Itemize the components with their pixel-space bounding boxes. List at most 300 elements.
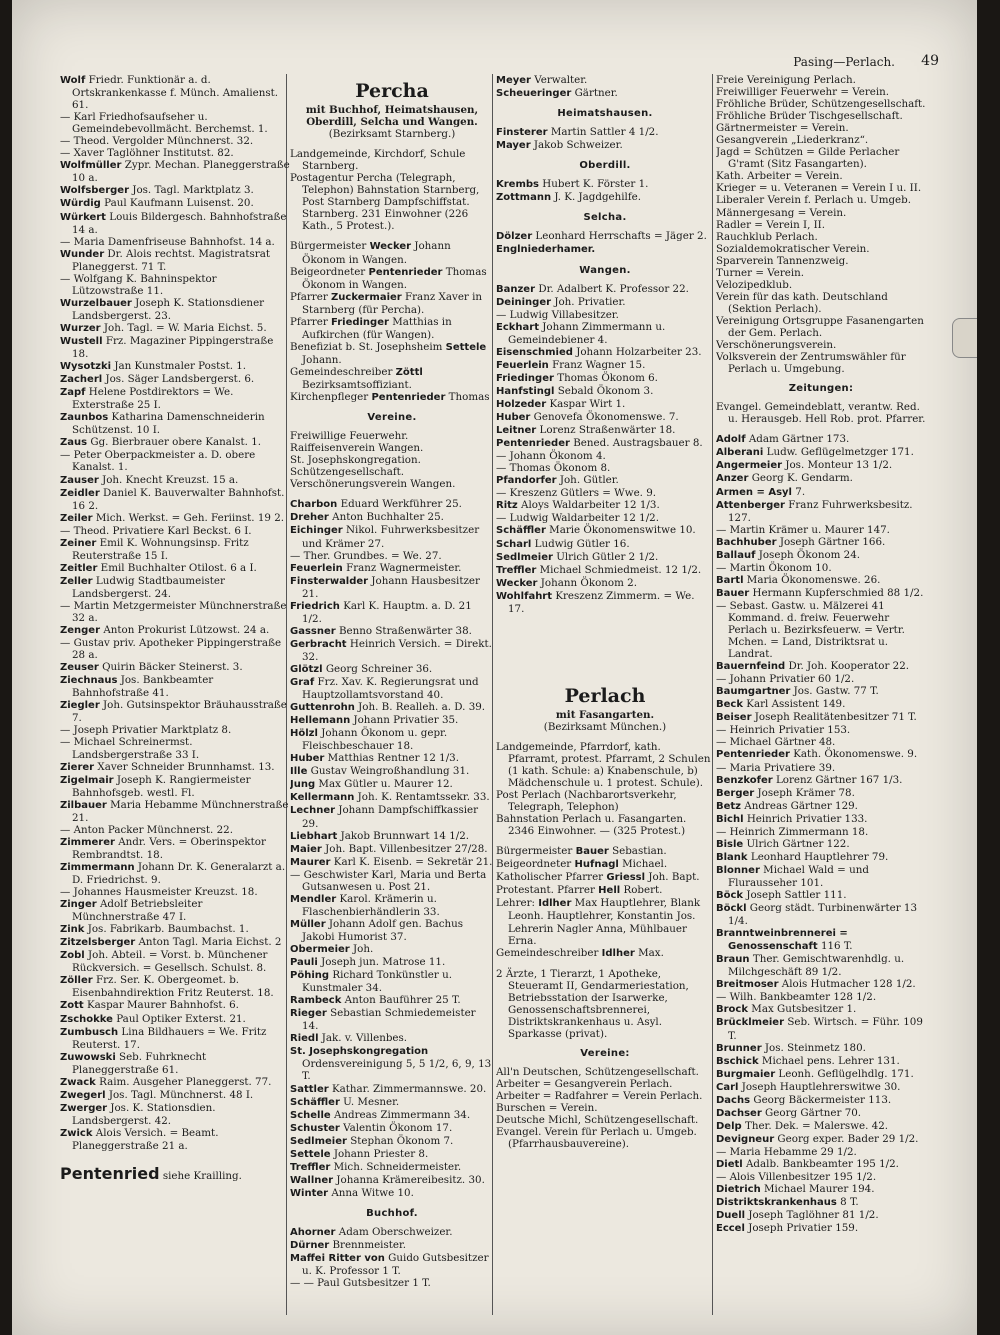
- entry-name: Zeller: [60, 575, 93, 587]
- directory-entry: [716, 813, 926, 826]
- entry-text: — Alois Villenbesitzer 195 1/2.: [716, 1171, 877, 1184]
- directory-entry: [290, 956, 494, 969]
- spacer: [716, 425, 926, 433]
- entry-text: — Thomas Ökonom 8.: [496, 462, 611, 475]
- official-role: Beigeordneter: [290, 265, 369, 278]
- directory-entry: [716, 562, 926, 574]
- section-heading: Heimatshausen.: [557, 108, 653, 120]
- official-entry: [496, 897, 714, 946]
- entry-name: Huber: [496, 412, 531, 424]
- running-head: Pasing—Perlach.: [793, 55, 895, 69]
- entry-name: Wohlfahrt: [496, 590, 553, 602]
- entry-text: Zypr. Mechan. Planeggerstraße 10 a.: [72, 159, 290, 185]
- entry-text: Max Gutsbesitzer 1.: [751, 1003, 857, 1016]
- entry-name: Scharl: [496, 538, 532, 550]
- entry-text: Kaspar Maurer Bahnhofst. 6.: [86, 999, 239, 1012]
- entry-text: 7.: [795, 485, 806, 498]
- column-2: [290, 74, 494, 1325]
- entry-text: Quirin Bäcker Steinerst. 3.: [102, 661, 243, 674]
- official-detail: Max Hauptlehrer, Blank Leonh. Hauptlehrer, Konstantin Jos. Lehrerin Nagler Anna, Mühlbauer Erna.: [508, 897, 701, 947]
- directory-entry: [716, 774, 926, 787]
- official-name: Zöttl: [395, 366, 423, 378]
- section-heading: Wangen.: [579, 264, 631, 276]
- directory-entry: [290, 791, 494, 804]
- verein-item: Velozipedklub.: [716, 278, 793, 291]
- directory-entry: [716, 1158, 926, 1171]
- entry-text: Joseph jun. Matrose 11.: [321, 956, 446, 969]
- section-heading: Oberdill.: [579, 160, 631, 172]
- entry-text: Joh. Privatier.: [554, 295, 626, 308]
- entry-text: Marie Ökonomenswitwe 10.: [549, 524, 696, 537]
- entry-text: Joseph Krämer 78.: [757, 786, 855, 799]
- directory-entry: [290, 511, 494, 524]
- official-entry: [496, 845, 714, 858]
- entry-name: Zilbauer: [60, 799, 107, 811]
- official-entry: [290, 291, 494, 316]
- directory-entry: [290, 727, 494, 752]
- entry-text: Martin Sattler 4 1/2.: [550, 126, 659, 139]
- entry-name: Anzer: [716, 473, 749, 485]
- entry-text: Jakob Brunnwart 14 1/2.: [340, 829, 470, 842]
- entry-text: Joh. Bapt. Villenbesitzer 27/28.: [325, 842, 488, 855]
- verein-item: Verschönerungsverein.: [716, 339, 837, 352]
- entry-name: Benzkofer: [716, 774, 773, 786]
- official-name: Hufnagl: [574, 859, 619, 871]
- entry-text: Michael Schmiedmeist. 12 1/2.: [539, 563, 702, 576]
- directory-entry: [60, 600, 290, 624]
- entry-name: Dachs: [716, 1094, 751, 1106]
- entry-text: — Martin Ökonom 10.: [716, 561, 832, 574]
- entry-name: Wolfmüller: [60, 160, 122, 172]
- directory-entry: [60, 147, 290, 159]
- entry-name: Burgmaier: [716, 1068, 776, 1080]
- entry-text: — Theod. Vergolder Münchnerst. 32.: [60, 135, 254, 148]
- entry-name: Pentenrieder: [716, 749, 790, 761]
- verein-item: Freiwilliger Feuerwehr = Verein.: [716, 86, 890, 99]
- directory-entry: [716, 524, 926, 536]
- entry-text: Max Gütler u. Maurer 12.: [318, 778, 453, 791]
- entry-name: Rieger: [290, 1008, 327, 1020]
- directory-entry: [716, 536, 926, 549]
- directory-entry: [290, 1007, 494, 1032]
- directory-entry: [290, 1174, 494, 1187]
- directory-entry: [716, 549, 926, 562]
- entry-name: Sedlmeier: [290, 1135, 347, 1147]
- entry-name: Zeiner: [60, 537, 97, 549]
- entry-text: — Xaver Taglöhner Institutst. 82.: [60, 147, 234, 160]
- directory-entry: [290, 869, 494, 893]
- directory-entry: [716, 698, 926, 711]
- entry-text: Georg Gärtner 70.: [765, 1106, 862, 1119]
- entry-text: Anton Tagl. Maria Eichst. 2: [138, 936, 282, 949]
- cross-reference-text: siehe Krailling.: [162, 1170, 242, 1183]
- directory-entry: [290, 830, 494, 843]
- entry-name: Huber: [290, 753, 325, 765]
- entry-text: Johann Priester 8.: [333, 1147, 429, 1160]
- entry-name: Zeitler: [60, 562, 98, 574]
- entry-name: Branntweinbrennerei = Genossenschaft: [716, 928, 848, 953]
- entry-text: Valentin Ökonom 17.: [343, 1121, 453, 1134]
- directory-entry: [496, 126, 714, 139]
- directory-entry: [496, 474, 714, 487]
- entry-text: Andreas Gärtner 129.: [744, 799, 858, 812]
- entry-text: Anton Bauführer 25 T.: [344, 994, 461, 1007]
- directory-entry: [60, 159, 290, 184]
- verein-item: Männergesang = Verein.: [716, 206, 847, 219]
- entry-name: Eckhart: [496, 321, 539, 333]
- entry-text: Jos. Gastw. 77 T.: [793, 685, 879, 698]
- directory-entry: [290, 550, 494, 562]
- directory-entry: [60, 761, 290, 774]
- entry-name: Zwick: [60, 1127, 93, 1139]
- directory-entry: [496, 450, 714, 462]
- entry-text: Aloys Waldarbeiter 12 1/3.: [521, 499, 660, 512]
- entry-text: Jos. Steinmetz 180.: [764, 1041, 866, 1054]
- column-1: [60, 74, 290, 1325]
- entry-text: Andr. Vers. = Oberinspektor Rembrandtst. 18.: [72, 835, 266, 861]
- entry-name: Baumgartner: [716, 686, 791, 698]
- directory-entry: [496, 437, 714, 450]
- official-role: Pfarrer: [290, 290, 332, 303]
- entry-text: 8 T.: [840, 1196, 859, 1209]
- entry-name: Eccel: [716, 1223, 745, 1235]
- entry-text: Frz. Ser. K. Obergeomet. b. Eisenbahndirektion Fritz Reuterst. 18.: [72, 974, 274, 1000]
- directory-entry: [496, 283, 714, 296]
- entry-text: Joseph Privatier 159.: [748, 1222, 859, 1235]
- directory-entry: [496, 424, 714, 437]
- directory-entry: [290, 1096, 494, 1109]
- official-role: Gemeindeschreiber: [290, 365, 396, 378]
- entry-name: St. Josephskongregation: [290, 1046, 429, 1058]
- entry-text: Karl Assistent 149.: [746, 698, 846, 711]
- directory-entry: [716, 787, 926, 800]
- entry-name: Braun: [716, 954, 750, 966]
- directory-entry: [60, 1102, 290, 1127]
- place-info: Bahnstation Perlach u. Fasangarten. 2346 Einwohner. — (325 Protest.): [496, 813, 687, 838]
- entry-text: Jos. K. Stationsdien. Landsbergerst. 42.: [72, 1101, 216, 1127]
- directory-entry: [60, 449, 290, 473]
- entry-name: Distriktskrankenhaus: [716, 1197, 837, 1209]
- directory-entry: [716, 736, 926, 748]
- entry-name: Wurzer: [60, 322, 101, 334]
- entry-text: Johann Dampfschiffkassier 29.: [302, 804, 479, 830]
- entry-name: Rambeck: [290, 995, 342, 1007]
- directory-entry: [60, 999, 290, 1012]
- entry-text: — Wilh. Bankbeamter 128 1/2.: [716, 991, 877, 1004]
- entry-text: Johann Dr. K. Generalarzt a. D. Friedrichst. 9.: [72, 860, 286, 886]
- entry-name: Zitzelsberger: [60, 937, 136, 949]
- entry-text: — Theod. Privatiere Karl Beckst. 6 I.: [60, 524, 252, 537]
- directory-entry: [716, 433, 926, 446]
- verein-item: Krieger = u. Veteranen = Verein I u. II.: [716, 182, 922, 195]
- spacer: [290, 490, 494, 498]
- entry-name: Feuerlein: [290, 562, 343, 574]
- directory-entry: [60, 799, 290, 824]
- entry-text: Adam Oberschweizer.: [338, 1225, 453, 1238]
- place-info: Landgemeinde, Kirchdorf, Schule Starnberg.: [290, 148, 466, 173]
- entry-text: Ludwig Stadtbaumeister Landsbergerst. 24.: [72, 574, 225, 600]
- district-note: (Bezirksamt Starnberg.): [328, 128, 456, 141]
- official-detail: Joh. Bapt.: [645, 871, 700, 884]
- entry-text: — Geschwister Karl, Maria und Berta Gutsanwesen u. Post 21.: [290, 868, 487, 893]
- directory-entry: [60, 861, 290, 886]
- entry-name: Treffler: [496, 564, 537, 576]
- directory-entry: [60, 512, 290, 525]
- verein-item: Radler = Verein I, II.: [716, 218, 826, 231]
- entry-text: Georg Schreiner 36.: [325, 662, 433, 675]
- entry-text: Paul Kaufmann Luisenst. 20.: [104, 197, 254, 210]
- directory-entry: [496, 551, 714, 564]
- entry-text: Johann Holzarbeiter 23.: [576, 345, 702, 358]
- entry-text: Georg exper. Bader 29 1/2.: [777, 1132, 919, 1145]
- entry-text: Emil K. Wohnungsinsp. Fritz Reuterstraße 15 I.: [72, 536, 249, 562]
- verein-item: Vereinigung Ortsgruppe Fasanengarten der Gem. Perlach.: [716, 314, 924, 339]
- entry-text: Johann Ökonom 2.: [540, 576, 637, 589]
- entry-text: Jos. Fabrikarb. Baumbachst. 1.: [87, 923, 249, 936]
- official-name: Settele: [445, 341, 487, 353]
- entry-name: Pauli: [290, 957, 318, 969]
- directory-entry: [496, 74, 714, 87]
- directory-entry: [290, 498, 494, 511]
- directory-entry: [60, 1076, 290, 1089]
- entry-text: Anton Buchhalter 25.: [332, 511, 444, 524]
- entry-text: — Maria Damenfriseuse Bahnhofst. 14 a.: [60, 235, 275, 248]
- entry-text: Alois Hutmacher 128 1/2.: [781, 978, 916, 991]
- directory-entry: [60, 1089, 290, 1102]
- entry-text: Johann Hausbesitzer 21.: [302, 574, 480, 600]
- entry-text: Joh. Gütler.: [559, 474, 619, 487]
- place-info: Landgemeinde, Pfarrdorf, kath. Pfarramt, protest. Pfarramt, 2 Schulen (1 kath. Schule: a) Knabenschule, b) Mädchenschule u. 1 protest. Schule).: [496, 740, 711, 790]
- entry-text: Alois Versich. = Beamt. Planeggerstraße 21 a.: [72, 1126, 219, 1152]
- entry-text: Ther. Dek. = Malerswe. 42.: [744, 1119, 889, 1132]
- entry-text: Anna Witwe 10.: [331, 1186, 414, 1199]
- official-entry: [290, 341, 494, 366]
- directory-entry: [290, 562, 494, 575]
- entry-name: Zenger: [60, 625, 101, 637]
- entry-name: Zinger: [60, 899, 97, 911]
- entry-name: Blonner: [716, 864, 760, 876]
- entry-text: U. Mesner.: [343, 1095, 400, 1108]
- official-entry: [290, 391, 494, 404]
- entry-text: Joh.: [353, 943, 374, 955]
- directory-entry: [290, 765, 494, 778]
- entry-name: Sattler: [290, 1083, 329, 1095]
- entry-text: — Wolfgang K. Bahninspektor Lützowstraße 11.: [60, 272, 217, 297]
- entry-text: Jan Kunstmaler Postst. 1.: [114, 360, 247, 373]
- directory-entry: [290, 1187, 494, 1200]
- entry-text: — Anton Packer Münchnerst. 22.: [60, 823, 233, 836]
- directory-entry: [60, 774, 290, 799]
- entry-name: Dürner: [290, 1240, 330, 1252]
- entry-name: Armen = Asyl: [716, 486, 792, 498]
- entry-text: Karl K. Hauptm. a. D. 21 1/2.: [302, 599, 472, 625]
- directory-entry: [716, 864, 926, 889]
- official-detail: Max.: [634, 946, 664, 959]
- page-tab: [952, 318, 977, 358]
- entry-name: Würkert: [60, 211, 106, 223]
- entry-name: Hanfstingl: [496, 385, 555, 397]
- directory-entry: [60, 836, 290, 861]
- entry-text: Leonh. Geflügelhdlg. 171.: [778, 1067, 914, 1080]
- entry-text: Johann Adolf gen. Bachus Jakobi Humorist 37.: [302, 917, 464, 943]
- entry-name: Zaunbos: [60, 412, 109, 424]
- directory-entry: [290, 1083, 494, 1096]
- cross-reference: [60, 1164, 290, 1184]
- entry-name: Maurer: [290, 856, 331, 868]
- directory-entry: [496, 87, 714, 100]
- entry-text: Brennmeister.: [332, 1239, 407, 1252]
- directory-entry: [290, 1161, 494, 1174]
- entry-name: Lechner: [290, 805, 336, 817]
- directory-entry: [60, 525, 290, 537]
- entry-name: Krembs: [496, 179, 539, 191]
- directory-entry: [716, 1183, 926, 1196]
- directory-entry: [716, 1042, 926, 1055]
- entry-name: Zigelmair: [60, 774, 114, 786]
- entry-text: — Ludwig Waldarbeiter 12 1/2.: [496, 512, 660, 525]
- section-heading-vereine: Vereine.: [367, 412, 417, 424]
- directory-entry: [60, 335, 290, 360]
- directory-entry: [716, 459, 926, 472]
- entry-name: Wolf: [60, 75, 86, 86]
- entry-text: Thomas Ökonom 6.: [557, 371, 658, 384]
- directory-entry: [716, 1003, 926, 1016]
- entry-name: Treffler: [290, 1161, 331, 1173]
- directory-entry: [60, 1127, 290, 1152]
- entry-name: Schäffler: [496, 525, 546, 537]
- page-header: [12, 50, 967, 70]
- entry-name: Pentenrieder: [496, 438, 570, 450]
- entry-name: Zierer: [60, 761, 95, 773]
- entry-text: Anton Prokurist Lützowst. 24 a.: [103, 624, 270, 637]
- directory-entry: [716, 685, 926, 698]
- directory-entry: [60, 923, 290, 936]
- official-name: Pentenrieder: [368, 266, 443, 278]
- entry-text: Joh. B. Realleh. a. D. 39.: [358, 701, 486, 714]
- directory-entry: [716, 1094, 926, 1107]
- entry-name: Wurzelbauer: [60, 297, 132, 309]
- place-title: Perlach: [564, 684, 646, 707]
- official-detail: Johann.: [302, 353, 342, 366]
- directory-entry: [290, 778, 494, 791]
- official-name: Pentenrieder: [371, 392, 446, 404]
- spacer: [496, 960, 714, 968]
- entry-text: Ulrich Gärtner 122.: [746, 837, 850, 850]
- directory-entry: [60, 74, 290, 111]
- directory-entry: [60, 197, 290, 210]
- place-subtitle: mit Fasangarten.: [555, 708, 655, 721]
- entry-name: Wolfsberger: [60, 185, 130, 197]
- directory-entry: [716, 724, 926, 736]
- directory-entry: [496, 191, 714, 204]
- verein-item: Evangel. Verein für Perlach u. Umgeb. (Pfarrhausbauvereine).: [496, 1126, 697, 1151]
- verein-item: Jagd = Schützen = Gilde Perlacher G'ramt (Sitz Fasangarten).: [716, 146, 900, 171]
- official-detail: Robert.: [620, 884, 663, 897]
- directory-entry: [716, 927, 926, 953]
- directory-entry: [496, 243, 714, 256]
- entry-name: Zacherl: [60, 374, 103, 386]
- entry-name: Ballauf: [716, 549, 756, 561]
- directory-entry: [60, 236, 290, 248]
- verein-item: Freie Vereinigung Perlach.: [716, 74, 856, 86]
- official-name: Griessl: [606, 872, 646, 884]
- entry-text: Helene Postdirektors = We. Exterstraße 25 I.: [72, 386, 234, 412]
- entry-name: Finsterwalder: [290, 575, 369, 587]
- entry-name: Zott: [60, 1000, 84, 1012]
- section-heading-vereine: Vereine:: [580, 1047, 630, 1059]
- directory-entry: [716, 1081, 926, 1094]
- entry-name: Schelle: [290, 1109, 331, 1121]
- entry-text: Maria Ökonomenswe. 26.: [746, 573, 881, 586]
- directory-entry: [716, 748, 926, 761]
- entry-name: Duell: [716, 1210, 746, 1222]
- entry-text: Franz Wagner 15.: [552, 358, 646, 371]
- directory-entry: [496, 296, 714, 309]
- directory-entry: [60, 674, 290, 699]
- verein-item: Rauchklub Perlach.: [716, 230, 818, 243]
- directory-entry: [496, 346, 714, 359]
- entry-text: — Gustav priv. Apotheker Pippingerstraße 28 a.: [60, 637, 282, 662]
- entry-text: Joseph Realitätenbesitzer 71 T.: [754, 711, 917, 724]
- place-facilities: 2 Ärzte, 1 Tierarzt, 1 Apotheke, Steueramt II, Gendarmeriestation, Betriebsstation der Isarwerke, Genossenschaftsbrennerei, Distriktskrankenhaus u. Asyl. Sparkasse (privat).: [496, 967, 689, 1040]
- entry-text: Eduard Werkführer 25.: [340, 498, 462, 511]
- entry-name: Riedl: [290, 1033, 319, 1045]
- directory-entry: [60, 699, 290, 724]
- entry-name: Wysotzki: [60, 361, 112, 373]
- verein-item: Deutsche Michl, Schützengesellschaft.: [496, 1114, 699, 1127]
- directory-entry: [716, 1068, 926, 1081]
- directory-entry: [290, 752, 494, 765]
- place-title: Percha: [355, 80, 429, 102]
- directory-entry: [716, 574, 926, 587]
- verein-item: Gesangverein „Liederkranz“.: [716, 134, 869, 147]
- directory-entry: [60, 1051, 290, 1076]
- section-heading-buchhof: Buchhof.: [366, 1207, 418, 1219]
- verein-item: Fröhliche Brüder Tischgesellschaft.: [716, 110, 903, 123]
- directory-entry: [60, 111, 290, 135]
- verein-item: St. Josephskongregation.: [290, 454, 421, 467]
- verein-item: Arbeiter = Radfahrer = Verein Perlach.: [496, 1090, 703, 1103]
- entry-name: Sedlmeier: [496, 551, 553, 563]
- entry-text: Heinrich Versich. = Direkt. 32.: [302, 637, 492, 663]
- official-role: Pfarrer: [290, 315, 332, 328]
- directory-entry: [716, 1222, 926, 1235]
- entry-name: Betz: [716, 800, 742, 812]
- entry-name: Obermeier: [290, 944, 350, 955]
- official-role: Beigeordneter: [496, 858, 575, 871]
- verein-item: Verschönerungsverein Wangen.: [290, 478, 456, 491]
- entry-text: Matthias Rentner 12 1/3.: [327, 752, 459, 765]
- entry-text: — Heinrich Zimmermann 18.: [716, 825, 869, 838]
- directory-entry: [716, 1120, 926, 1133]
- directory-entry: [290, 1277, 494, 1289]
- directory-entry: [290, 524, 494, 549]
- entry-text: — Maria Hebamme 29 1/2.: [716, 1145, 857, 1158]
- entry-name: Zeiler: [60, 512, 93, 524]
- cross-reference-name: Pentenried: [60, 1164, 160, 1184]
- entry-text: Joseph Sattler 111.: [746, 889, 847, 901]
- entry-text: 116 T.: [820, 940, 853, 953]
- verein-item: Kath. Arbeiter = Verein.: [716, 170, 843, 183]
- entry-name: Eisenschmied: [496, 346, 573, 358]
- directory-entry: [290, 969, 494, 994]
- directory-entry: [716, 1196, 926, 1209]
- entry-text: Joh. K. Rentamtssekr. 33.: [357, 791, 490, 804]
- entry-text: Frz. Xav. K. Regierungsrat und Hauptzollamtsvorstand 40.: [302, 676, 479, 702]
- directory-entry: [716, 800, 926, 813]
- entry-name: Finsterer: [496, 127, 548, 139]
- verein-item: Sparverein Tannenzweig.: [716, 254, 849, 267]
